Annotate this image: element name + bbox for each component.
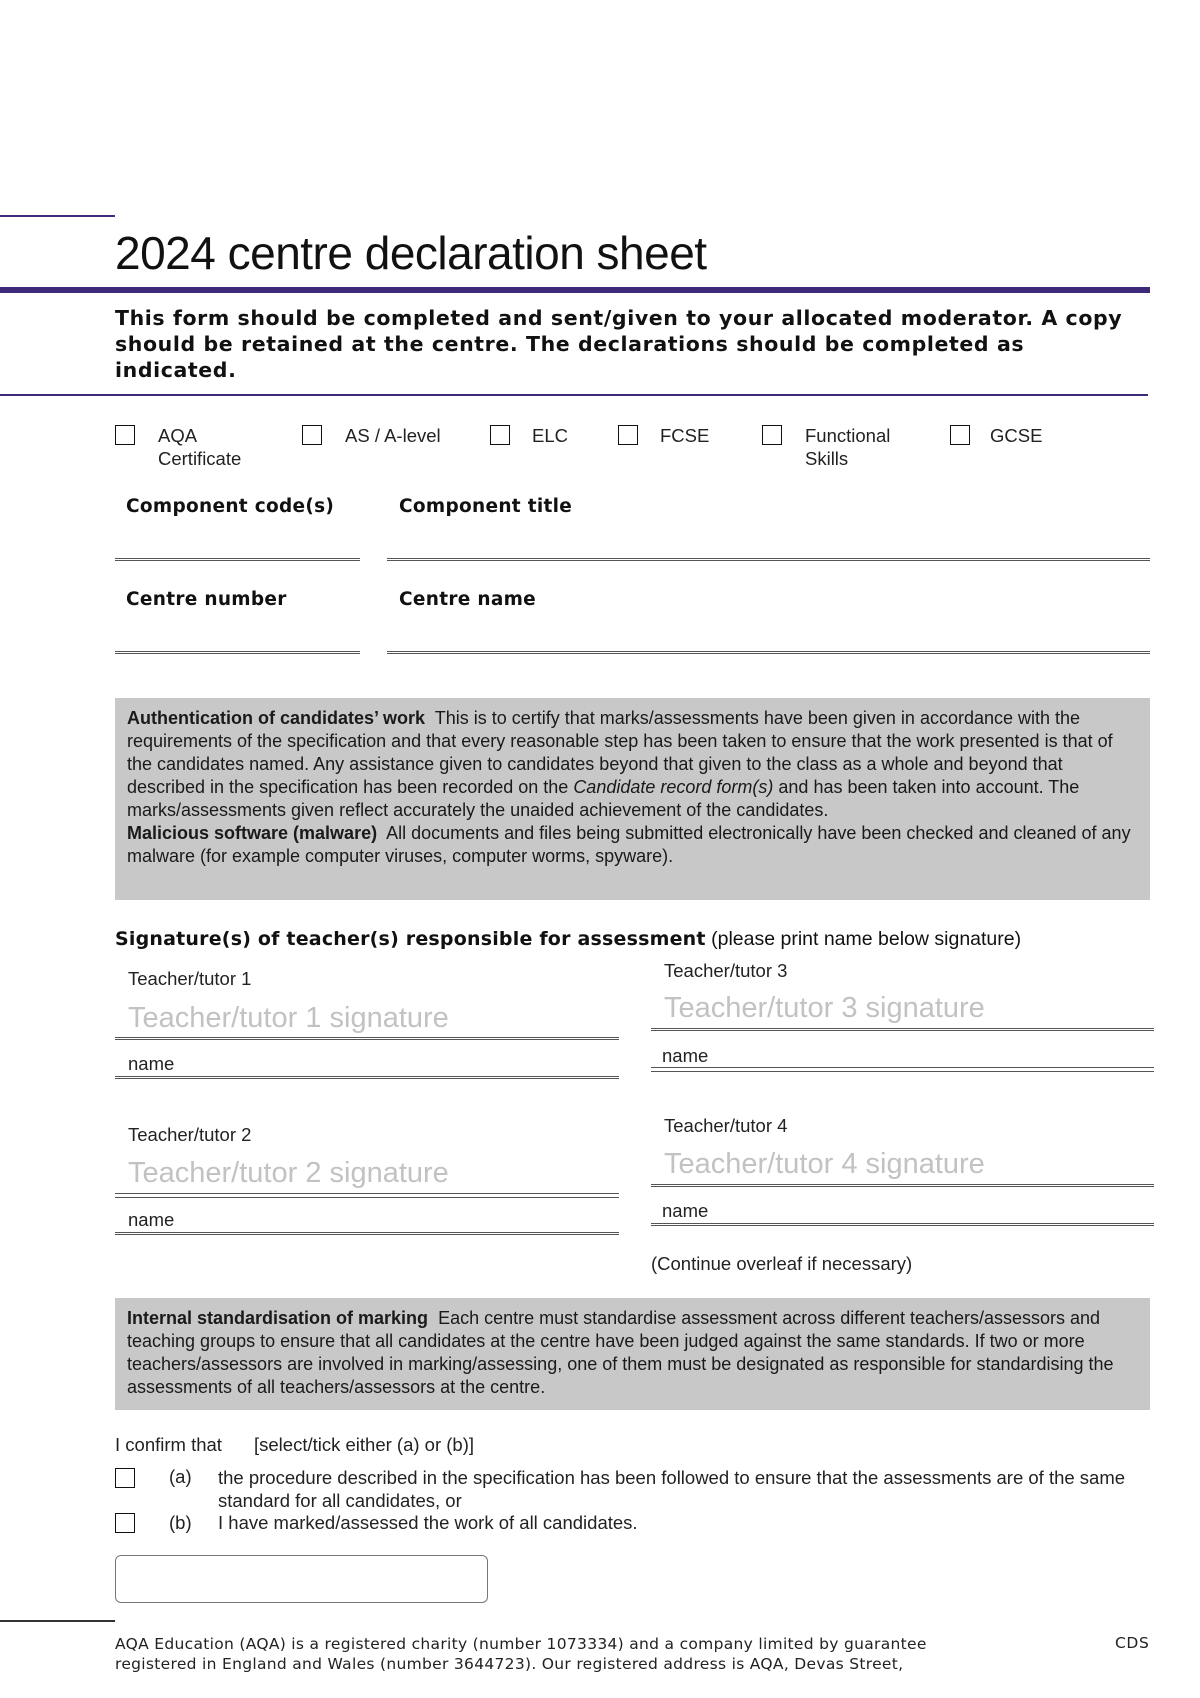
qualification-functional-skills[interactable] (762, 425, 782, 445)
checkbox[interactable] (490, 425, 510, 445)
checkbox[interactable] (115, 1513, 135, 1533)
qualification-fcse[interactable] (618, 425, 638, 445)
tutor-2-name-field[interactable] (115, 1232, 619, 1235)
qualification-as-a-level[interactable] (302, 425, 322, 445)
authentication-text-continued: and has been taken into account. The marks/assessments given reflect accurately the unaided achievement of the candidates. (127, 777, 1080, 820)
qualification-label: ELC (532, 425, 568, 446)
date-input[interactable] (115, 1555, 488, 1603)
footer-text: AQA Education (AQA) is a registered charity (number 1073334) and a company limited by guarantee registered in England and Wales (number 3644723). Our registered address is AQA, Devas Street, (115, 1635, 927, 1673)
checkbox[interactable] (618, 425, 638, 445)
standardisation-heading: Internal standardisation of marking (127, 1308, 429, 1328)
centre-name-field[interactable] (387, 651, 1150, 654)
confirm-option-b-letter: (b) (169, 1512, 192, 1533)
confirm-option-a-letter: (a) (169, 1466, 192, 1487)
candidate-record-form-ref: Candidate record form(s) (573, 777, 774, 797)
component-title-field[interactable] (387, 558, 1150, 561)
tutor-2-label: Teacher/tutor 2 (128, 1124, 252, 1145)
tutor-1-signature-line (115, 1037, 619, 1040)
qualification-label: GCSE (990, 425, 1043, 446)
tutor-2-name-label: name (128, 1209, 175, 1230)
confirm-option-b-text: I have marked/assessed the work of all candidates. (218, 1512, 638, 1533)
standardisation-panel (115, 1298, 1150, 1410)
confirm-option-a-checkbox[interactable] (115, 1468, 135, 1488)
title-underline (0, 287, 1150, 293)
checkbox[interactable] (115, 425, 135, 445)
tutor-3-signature-line (651, 1028, 1154, 1031)
tutor-1-name-label: name (128, 1053, 175, 1074)
authentication-panel (115, 698, 1150, 900)
tutor-3-signature-field[interactable]: Teacher/tutor 3 signature (664, 992, 985, 1024)
qualification-label: AS / A-level (345, 425, 441, 446)
qualification-label: AQA Certificate (158, 425, 242, 469)
tutor-2-signature-field[interactable]: Teacher/tutor 2 signature (128, 1157, 449, 1189)
confirm-option-a-text: the procedure described in the specification has been followed to ensure that the assessments are of the same standard for all candidates, or (218, 1467, 1126, 1511)
authentication-text: This is to certify that marks/assessments have been given in accordance with the requirements of the specification and that every reasonable step has been taken to ensure that the work presented is that of the candidates named. Any assistance given to candidates beyond that given to the class as a whole and beyond that described in the specification has been recorded on the (127, 708, 1113, 797)
component-code-field[interactable] (115, 558, 360, 561)
tutor-2-signature-line (115, 1193, 619, 1198)
centre-number-label: Centre number (126, 589, 287, 610)
tutor-3-name-field[interactable] (651, 1067, 1154, 1072)
tutor-4-name-field[interactable] (651, 1223, 1154, 1226)
confirm-option-b-checkbox[interactable] (115, 1513, 135, 1533)
tutor-1-signature-field[interactable]: Teacher/tutor 1 signature (128, 1002, 449, 1034)
qualification-aqa-certificate[interactable] (115, 425, 135, 445)
qualification-gcse[interactable] (950, 425, 970, 445)
component-code-label: Component code(s) (126, 496, 335, 517)
qualification-label: Functional Skills (805, 425, 891, 469)
malware-heading: Malicious software (malware) (127, 823, 378, 843)
page-title: 2024 centre declaration sheet (115, 227, 707, 279)
continue-note: (Continue overleaf if necessary) (651, 1253, 913, 1274)
checkbox[interactable] (762, 425, 782, 445)
signatures-heading-note: (please print name below signature) (711, 928, 1022, 950)
tutor-1-name-field[interactable] (115, 1076, 619, 1079)
signatures-heading-text: Signature(s) of teacher(s) responsible for assessment (115, 928, 706, 950)
signatures-heading (115, 928, 1021, 951)
qualification-label: FCSE (660, 425, 710, 446)
footer-rule (0, 1620, 115, 1622)
tutor-3-name-label: name (662, 1045, 709, 1066)
checkbox[interactable] (302, 425, 322, 445)
tutor-3-label: Teacher/tutor 3 (664, 960, 788, 981)
footer-code: CDS (1115, 1634, 1150, 1652)
checkbox[interactable] (115, 1468, 135, 1488)
intro-text: This form should be completed and sent/given to your allocated moderator. A copy should be retained at the centre. The declarations should be completed as indicated. (115, 306, 1123, 382)
standardisation-text: Each centre must standardise assessment across different teachers/assessors and teaching groups to ensure that all candidates at the centre have been judged against the same standards. If two or more teachers/assessors are involved in marking/assessing, one of them must be designated as responsible for standardising the assessments of all teachers/assessors at the centre. (127, 1308, 1114, 1397)
qualification-elc[interactable] (490, 425, 510, 445)
tutor-4-name-label: name (662, 1200, 709, 1221)
tutor-4-signature-line (651, 1184, 1154, 1187)
tutor-4-signature-field[interactable]: Teacher/tutor 4 signature (664, 1148, 985, 1180)
authentication-heading: Authentication of candidates’ work (127, 708, 426, 728)
top-left-rule (0, 215, 115, 217)
confirm-instruction: [select/tick either (a) or (b)] (254, 1434, 475, 1455)
confirm-lead: I confirm that (115, 1434, 222, 1455)
component-title-label: Component title (399, 496, 573, 517)
intro-underline (0, 394, 1148, 396)
checkbox[interactable] (950, 425, 970, 445)
malware-text: All documents and files being submitted electronically have been checked and cleaned of any malware (for example computer viruses, computer worms, spyware). (127, 823, 1131, 866)
tutor-1-label: Teacher/tutor 1 (128, 968, 252, 989)
tutor-4-label: Teacher/tutor 4 (664, 1115, 788, 1136)
centre-number-field[interactable] (115, 651, 360, 654)
centre-name-label: Centre name (399, 589, 537, 610)
